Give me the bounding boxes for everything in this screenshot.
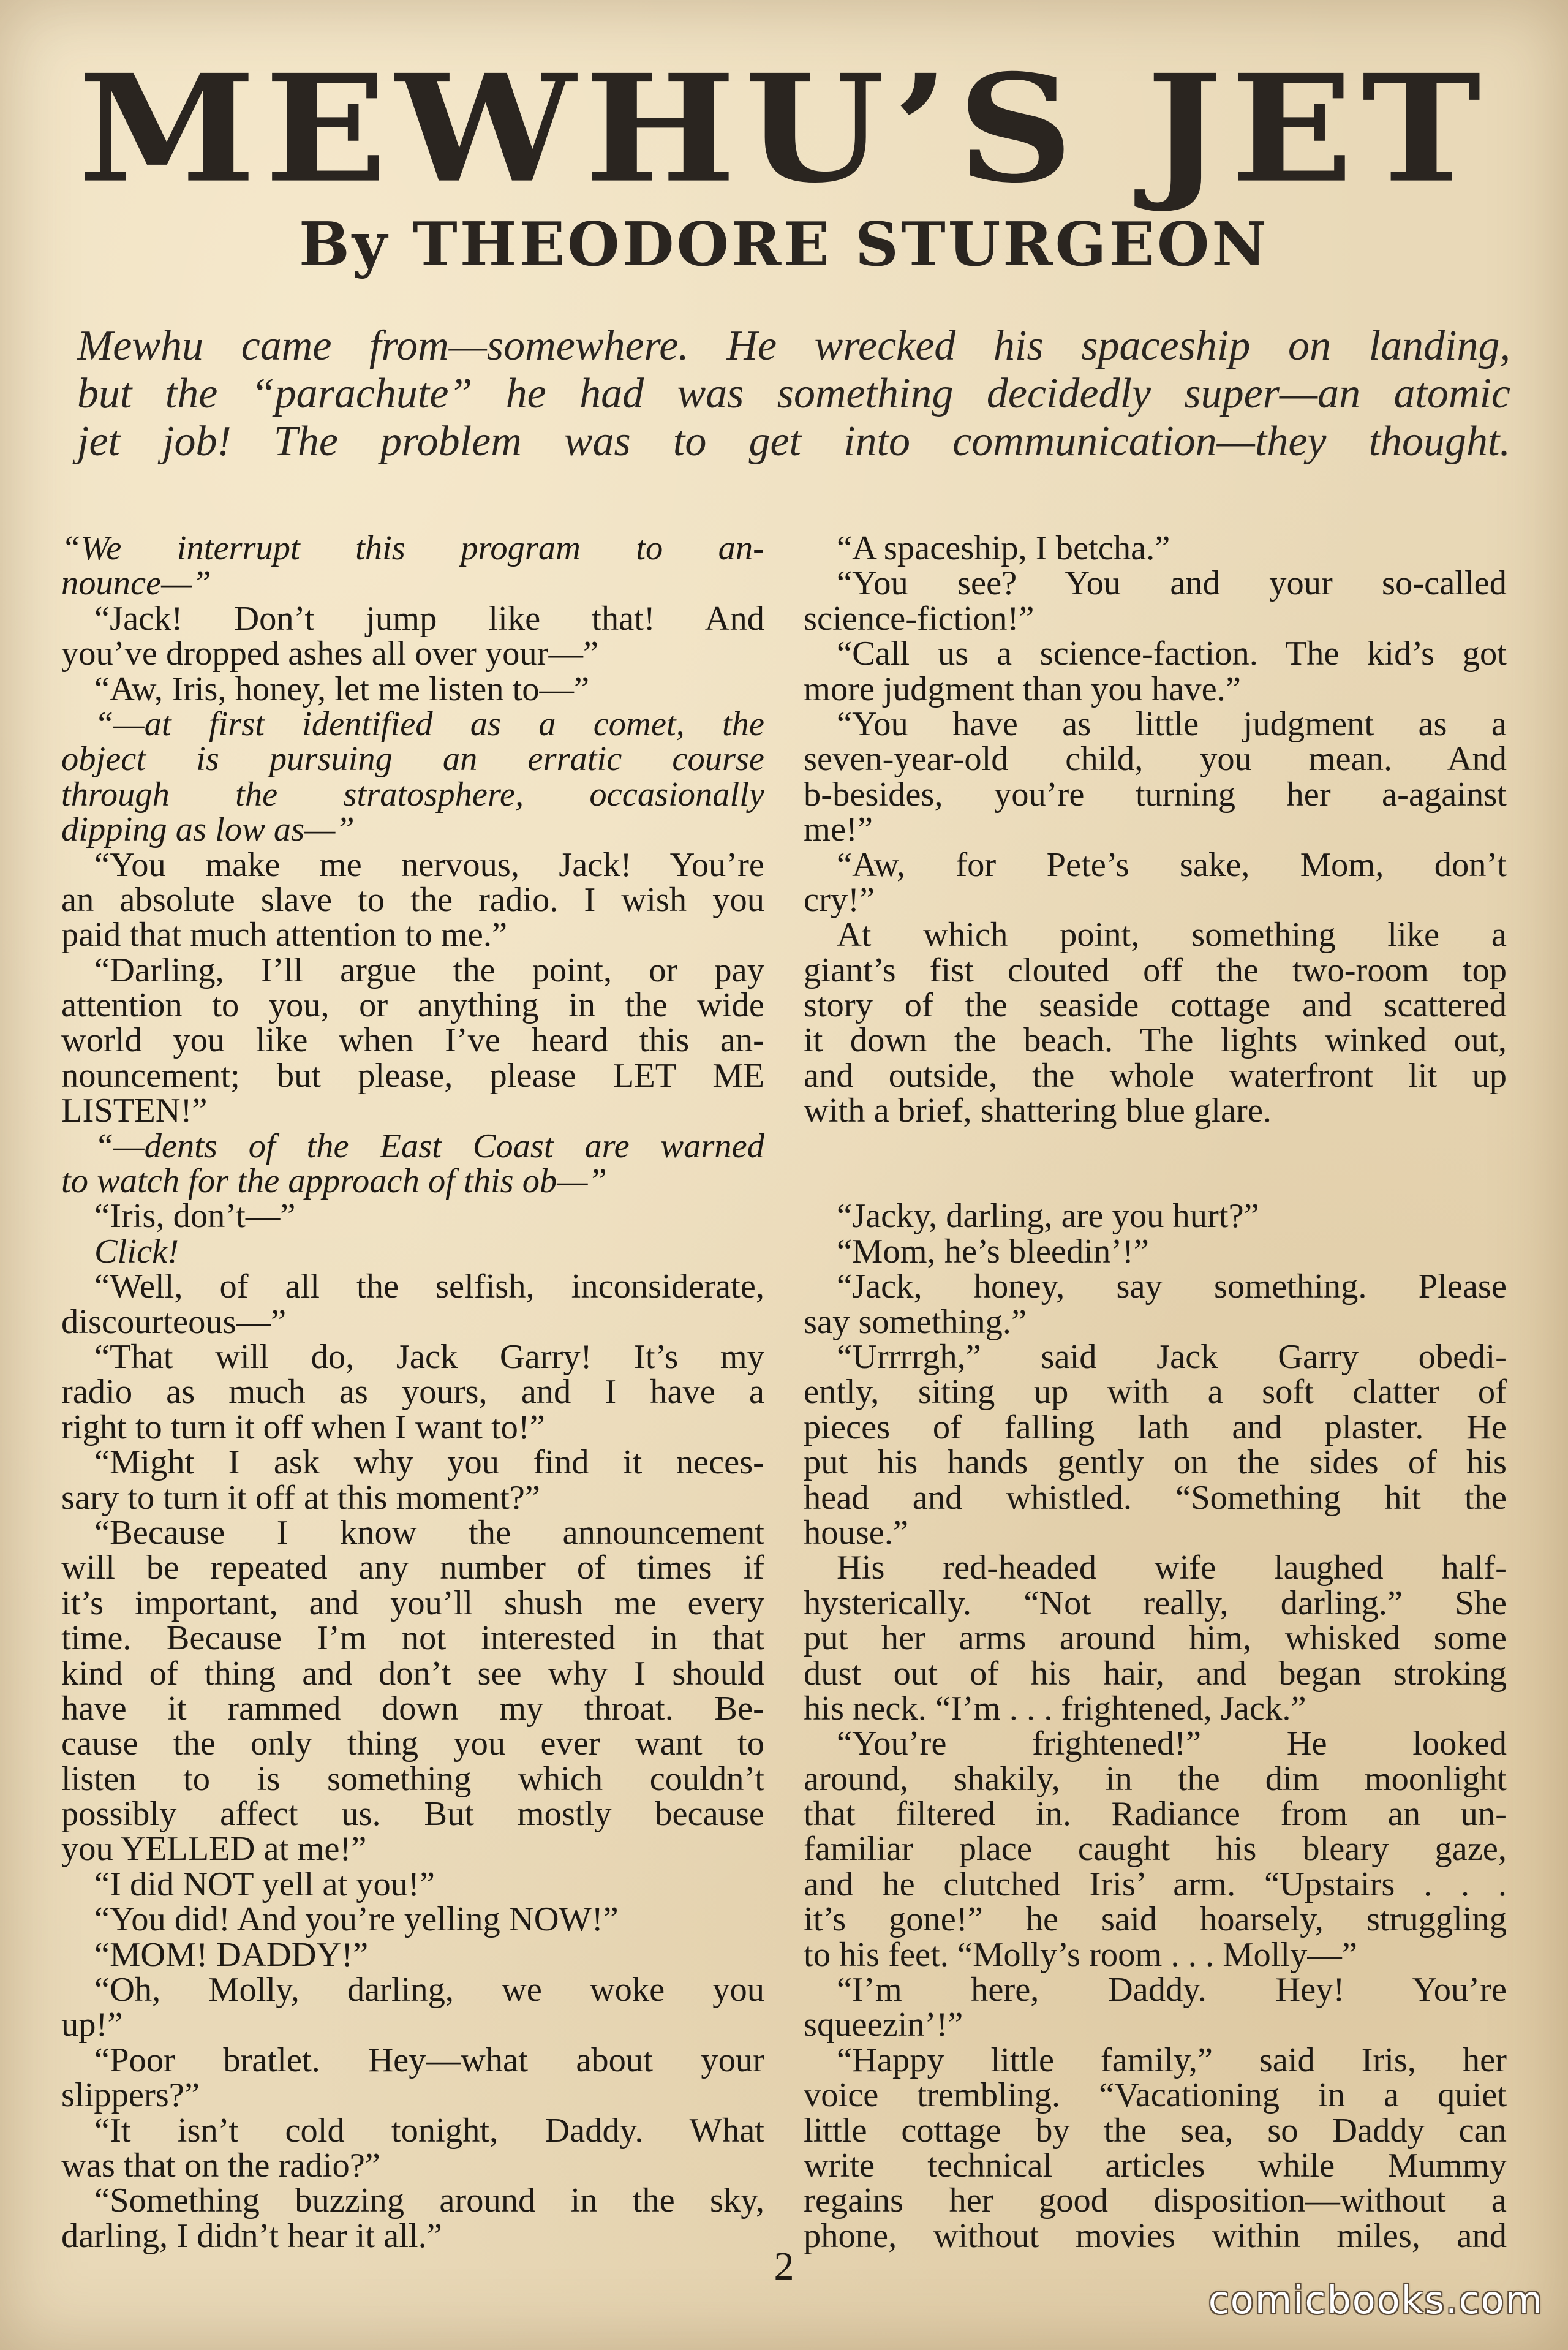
text-line: put his hands gently on the sides of his (804, 1443, 1507, 1482)
text-line: nouncement; but please, please LET ME (61, 1056, 764, 1095)
text-line: through the stratosphere, occasionally (61, 775, 764, 814)
text-line: “Might I ask why you find it neces- (94, 1443, 764, 1482)
text-line: “Iris, don’t—” (94, 1197, 296, 1236)
text-line: write technical articles while Mummy (804, 2146, 1507, 2185)
text-line: little cottage by the sea, so Daddy can (804, 2111, 1507, 2150)
text-line: “Urrrrgh,” said Jack Garry obedi- (837, 1337, 1507, 1376)
text-line: pieces of falling lath and plaster. He (804, 1408, 1507, 1446)
text-line: cause the only thing you ever want to (61, 1725, 764, 1763)
text-line: “Darling, I’ll argue the point, or pay (94, 951, 764, 989)
text-line: more judgment than you have.” (804, 670, 1241, 708)
text-line: that filtered in. Radiance from an un- (804, 1795, 1507, 1834)
intro-line: but the “parachute” he had was something decidedly super—an atomic (77, 370, 1510, 417)
text-line: “You did! And you’re yelling NOW!” (94, 1900, 619, 1939)
text-line: squeezin’!” (804, 2006, 963, 2044)
text-line: At which point, something like a (837, 916, 1507, 954)
text-line: discourteous—” (61, 1302, 287, 1341)
text-line: “Oh, Molly, darling, we woke you (94, 1971, 764, 2009)
text-line: and he clutched Iris’ arm. “Upstairs . . . (804, 1865, 1507, 1903)
text-line: was that on the radio?” (61, 2146, 380, 2185)
page-number: 2 (774, 2244, 794, 2289)
left-column (61, 531, 764, 2254)
text-line: it’s important, and you’ll shush me every (61, 1584, 764, 1622)
text-line: dipping as low as—” (61, 810, 355, 849)
text-line: “—dents of the East Coast are warned (94, 1127, 764, 1165)
text-line: “Something buzzing around in the sky, (94, 2182, 764, 2220)
text-line: Click! (94, 1232, 179, 1271)
text-line (804, 1129, 1507, 1164)
text-line: dust out of his hair, and began stroking (804, 1654, 1507, 1693)
text-line: paid that much attention to me.” (61, 916, 508, 954)
text-line: object is pursuing an erratic course (61, 740, 764, 779)
story-title: MEWHU’S JET (78, 42, 1490, 216)
text-line: to his feet. “Molly’s room . . . Molly—” (804, 1935, 1357, 1974)
text-line: nounce—” (61, 564, 211, 603)
text-line: say something.” (804, 1302, 1027, 1341)
text-line: “Jacky, darling, are you hurt?” (837, 1197, 1259, 1236)
text-line: and outside, the whole waterfront lit up (804, 1056, 1507, 1095)
text-line: darling, I didn’t hear it all.” (61, 2216, 442, 2255)
text-line: time. Because I’m not interested in that (61, 1619, 764, 1658)
text-line: “You have as little judgment as a (837, 705, 1507, 743)
text-line: “Because I know the announcement (94, 1513, 764, 1552)
text-line: you’ve dropped ashes all over your—” (61, 635, 599, 673)
text-line: possibly affect us. But mostly because (61, 1795, 764, 1834)
text-line: attention to you, or anything in the wide (61, 986, 764, 1025)
text-line: “Call us a science-faction. The kid’s got (837, 635, 1507, 673)
intro-line: jet job! The problem was to get into communication—they thought. (77, 418, 1510, 465)
text-line: regains her good disposition—without a (804, 2182, 1507, 2220)
text-line: “—at first identified as a comet, the (94, 705, 764, 743)
text-line: slippers?” (61, 2076, 200, 2115)
text-line: house.” (804, 1513, 909, 1552)
intro-blurb (77, 322, 1510, 466)
text-line: hysterically. “Not really, darling.” She (804, 1584, 1507, 1622)
text-line: to watch for the approach of this ob—” (61, 1162, 607, 1201)
text-line: cry!” (804, 880, 875, 919)
text-line: his neck. “I’m . . . frightened, Jack.” (804, 1689, 1306, 1728)
text-line: ently, siting up with a soft clatter of (804, 1373, 1507, 1411)
text-line: “We interrupt this program to an- (61, 529, 764, 567)
text-line: with a brief, shattering blue glare. (804, 1092, 1272, 1130)
byline: By THEODORE STURGEON (298, 210, 1270, 280)
text-line: will be repeated any number of times if (61, 1549, 764, 1587)
text-line (804, 1164, 1507, 1199)
text-line: you YELLED at me!” (61, 1830, 367, 1868)
text-line: “Jack, honey, say something. Please (837, 1268, 1507, 1306)
text-line: “Poor bratlet. Hey—what about your (94, 2041, 764, 2079)
text-line: “You make me nervous, Jack! You’re (94, 845, 764, 884)
text-line: radio as much as yours, and I have a (61, 1373, 764, 1411)
text-line: “Mom, he’s bleedin’!” (837, 1232, 1149, 1271)
text-line: “I’m here, Daddy. Hey! You’re (837, 1971, 1507, 2009)
right-column (804, 531, 1507, 2254)
text-line: put her arms around him, whisked some (804, 1619, 1507, 1658)
text-line: “It isn’t cold tonight, Daddy. What (94, 2111, 764, 2150)
text-line: “That will do, Jack Garry! It’s my (94, 1337, 764, 1376)
text-line: phone, without movies within miles, and (804, 2216, 1507, 2255)
text-line: seven-year-old child, you mean. And (804, 740, 1507, 779)
text-line: “You see? You and your so-called (837, 564, 1507, 603)
text-line: kind of thing and don’t see why I should (61, 1654, 764, 1693)
text-line: “MOM! DADDY!” (94, 1935, 369, 1974)
text-line: “Aw, for Pete’s sake, Mom, don’t (837, 845, 1507, 884)
text-line: story of the seaside cottage and scattered (804, 986, 1507, 1025)
text-line: right to turn it off when I want to!” (61, 1408, 545, 1446)
text-line: it down the beach. The lights winked out, (804, 1021, 1507, 1060)
text-line: listen to is something which couldn’t (61, 1759, 764, 1798)
watermark: comicbooks.com (1208, 2278, 1544, 2322)
text-line: “I did NOT yell at you!” (94, 1865, 435, 1903)
text-line: head and whistled. “Something hit the (804, 1478, 1507, 1517)
text-line: have it rammed down my throat. Be- (61, 1689, 764, 1728)
text-line: “Aw, Iris, honey, let me listen to—” (94, 670, 590, 708)
text-line: “You’re frightened!” He looked (837, 1725, 1507, 1763)
text-line: it’s gone!” he said hoarsely, struggling (804, 1900, 1507, 1939)
text-line: “Well, of all the selfish, inconsiderate, (94, 1268, 764, 1306)
text-line: me!” (804, 810, 873, 849)
text-line: science-fiction!” (804, 599, 1035, 638)
text-line: around, shakily, in the dim moonlight (804, 1759, 1507, 1798)
text-line: b-besides, you’re turning her a-against (804, 775, 1507, 814)
text-line: world you like when I’ve heard this an- (61, 1021, 764, 1060)
text-line: sary to turn it off at this moment?” (61, 1478, 540, 1517)
text-line: up!” (61, 2006, 123, 2044)
text-line: “A spaceship, I betcha.” (837, 529, 1170, 567)
text-line: His red-headed wife laughed half- (837, 1549, 1507, 1587)
text-line: voice trembling. “Vacationing in a quiet (804, 2076, 1507, 2115)
text-line: giant’s fist clouted off the two-room top (804, 951, 1507, 989)
text-line: an absolute slave to the radio. I wish you (61, 880, 764, 919)
text-line: “Happy little family,” said Iris, her (837, 2041, 1507, 2079)
text-line: familiar place caught his bleary gaze, (804, 1830, 1507, 1868)
text-line: LISTEN!” (61, 1092, 208, 1130)
text-line: “Jack! Don’t jump like that! And (94, 599, 764, 638)
intro-line: Mewhu came from—somewhere. He wrecked his spaceship on landing, (77, 322, 1510, 369)
